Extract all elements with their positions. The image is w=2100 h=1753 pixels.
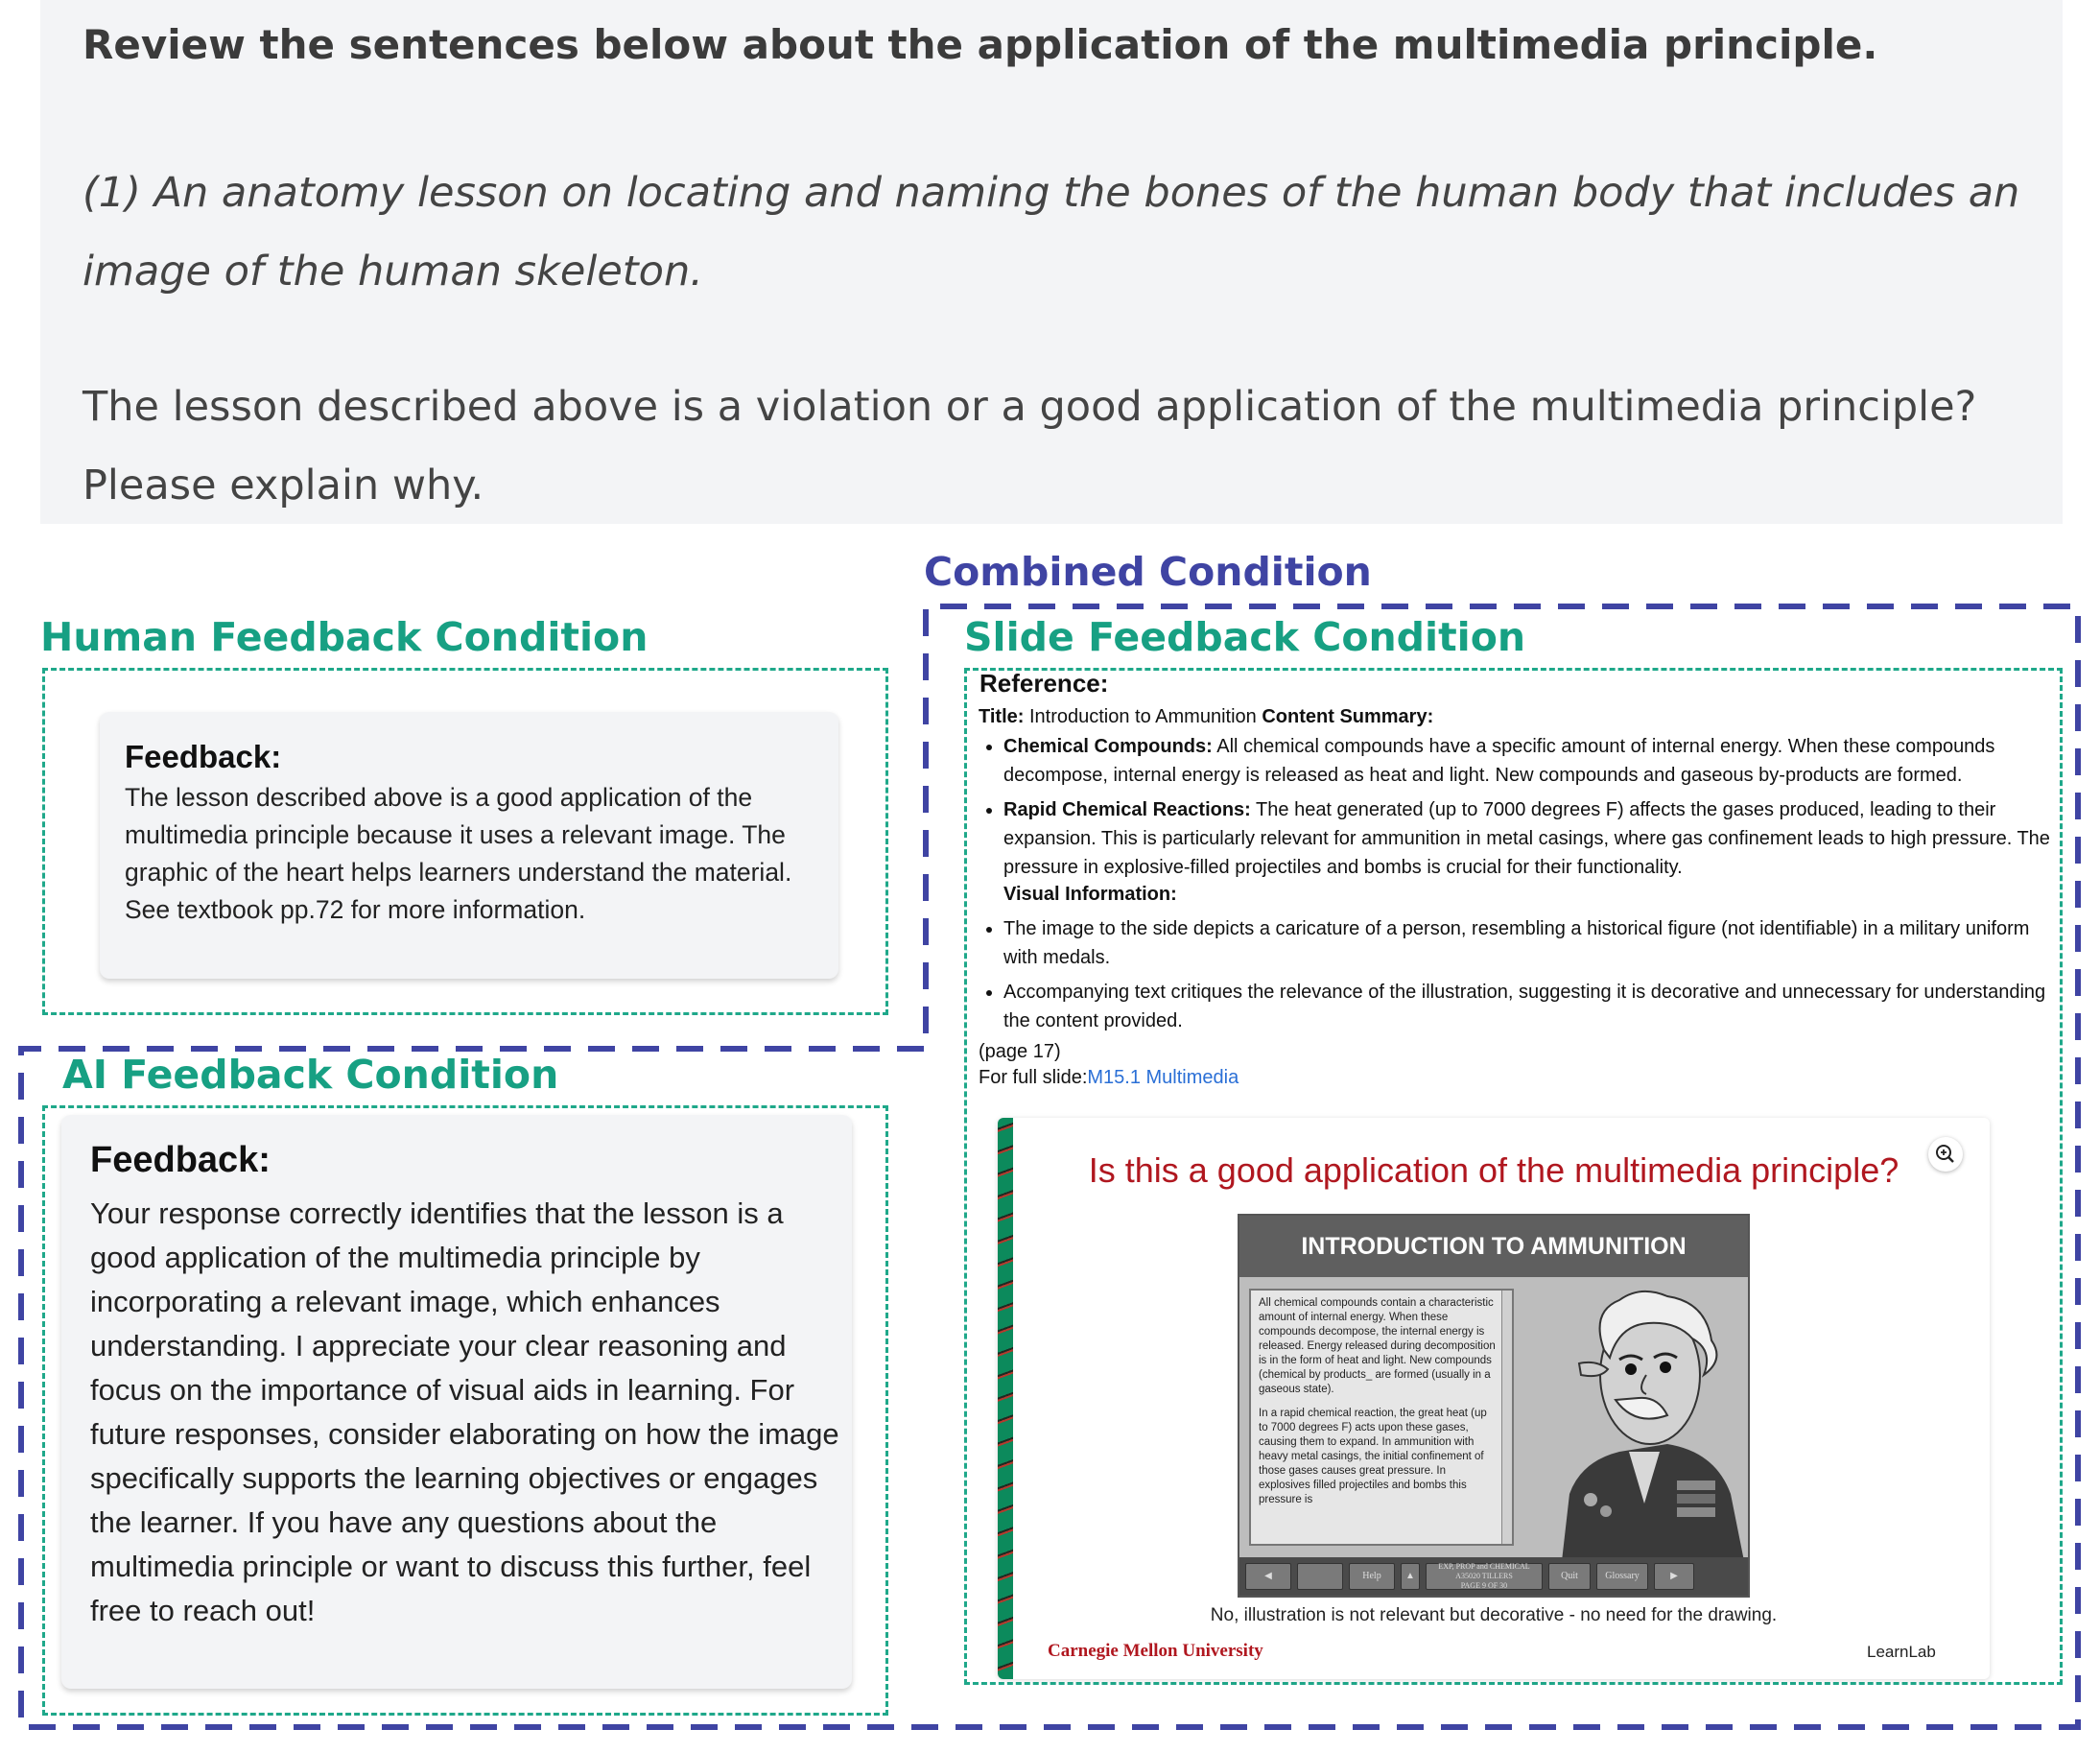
human-feedback-card xyxy=(100,712,838,979)
toolbar-page-label: PAGE 9 OF 30 xyxy=(1460,1581,1508,1590)
ammunition-text-2: In a rapid chemical reaction, the great heat (up to 7000 degrees F) acts upon these gases, causing them to expand. In ammunition with heavy metal casings, the initial confinement of those gases causes great pressure. In explosives filled projectiles and bombs this pressure is xyxy=(1259,1408,1487,1505)
question-prompt: The lesson described above is a violation or a good application of the multimedia principle? Please explain why. xyxy=(83,383,1977,509)
question-case: (1) An anatomy lesson on locating and naming the bones of the human body that includes an image of the human skeleton. xyxy=(83,169,2020,296)
slide-toolbar xyxy=(1239,1557,1750,1596)
full-slide-line xyxy=(979,1067,2058,1089)
human-feedback-heading: Feedback: xyxy=(125,739,282,774)
toolbar-center-label: EXP, PROP and CHEMICAL A35020 TILLERS xyxy=(1438,1562,1530,1580)
content-summary-label: Content Summary: xyxy=(1262,706,1434,727)
zoom-in-icon xyxy=(1928,1137,1963,1172)
combined-condition-title: Combined Condition xyxy=(924,549,1372,595)
speaker-icon: ▲ xyxy=(1401,1563,1420,1590)
ammunition-text-1: All chemical compounds contain a characteristic amount of internal energy. When these compounds decompose, the internal energy is released. Energy released during decomposition is in the form of heat and light. New compounds (chemical by products_ are formed (usually in a gaseous state). xyxy=(1259,1297,1496,1395)
title-value: Introduction to Ammunition xyxy=(1028,706,1257,727)
title-label: Title: xyxy=(979,706,1025,727)
bullet-text: The heat generated (up to 7000 degrees F) affects the gases produced, leading to their expansion. This is particularly relevant for ammunition in metal casings, where gas confinement leads to high pressure. The pressure in explosive-filled projectiles and bombs is crucial for their functionality. xyxy=(1003,799,2050,878)
ai-feedback-body: Your response correctly identifies that the lesson is a good application of the multimedia principle by incorporating a relevant image, which enhances understanding. I appreciate your clear reasoning and focus on the importance of visual aids in learning. For future responses, consider elaborating on how the image specifically supports the learning objectives or engages the learner. If you have any questions about the multimedia principle or want to discuss this further, feel free to reach out! xyxy=(90,1196,839,1627)
list-item: • Accompanying text critiques the relevance of the illustration, suggesting it is decorative and unnecessary for understanding the content provided. xyxy=(1003,978,2058,1035)
human-condition-title: Human Feedback Condition xyxy=(40,614,649,660)
caricature-figure-illustration xyxy=(1523,1283,1750,1561)
toolbar-blank-button xyxy=(1297,1563,1343,1590)
human-feedback-body: The lesson described above is a good application of the multimedia principle because it uses a relevant image. The graphic of the heart helps learners understand the material. See textbook pp.72 for more information. xyxy=(125,783,792,924)
slide-condition-title: Slide Feedback Condition xyxy=(964,614,1526,660)
summary-bullets xyxy=(979,732,2058,882)
ai-feedback-card xyxy=(61,1115,852,1689)
page-reference: (page 17) xyxy=(979,1041,1061,1062)
list-item: • The image to the side depicts a caricature of a person, resembling a historical figure (not identifiable) in a military uniform with medals. xyxy=(1003,914,2058,972)
bullet-text: All chemical compounds have a specific amount of internal energy. When these compounds decompose, internal energy is released as heat and light. New compounds and gaseous by-products are formed. xyxy=(1003,736,1995,786)
toolbar-help-button: Help xyxy=(1349,1563,1395,1590)
textbox-scrollbar xyxy=(1501,1291,1512,1544)
back-arrow-icon: ◀ xyxy=(1245,1563,1291,1590)
slide-feedback-reference xyxy=(979,669,2058,1089)
slide-caption: No, illustration is not relevant but decorative - no need for the drawing. xyxy=(1210,1605,1778,1625)
list-item xyxy=(1003,732,2058,790)
reference-heading: Reference: xyxy=(979,669,1109,698)
ammunition-textbox xyxy=(1249,1289,1514,1546)
slide-preview-card xyxy=(998,1118,1990,1679)
ammunition-title: INTRODUCTION TO AMMUNITION xyxy=(1239,1216,1748,1277)
bullet-label: Chemical Compounds: xyxy=(1003,736,1213,757)
bullet-label: Rapid Chemical Reactions: xyxy=(1003,799,1251,820)
toolbar-quit-button: Quit xyxy=(1548,1563,1591,1590)
ammunition-slide-image xyxy=(1238,1214,1750,1598)
toolbar-page-info xyxy=(1426,1563,1543,1590)
cmu-logo: Carnegie Mellon University xyxy=(1048,1641,1263,1661)
learnlab-logo: LearnLab xyxy=(1867,1643,1936,1661)
slide-question: Is this a good application of the multimedia principle? xyxy=(1088,1150,1899,1190)
visual-info-label: Visual Information: xyxy=(1003,884,1177,905)
full-slide-link[interactable]: M15.1 Multimedia xyxy=(1087,1067,1239,1088)
toolbar-glossary-button: Glossary xyxy=(1596,1563,1648,1590)
zoom-button[interactable] xyxy=(1928,1137,1963,1172)
visual-bullets xyxy=(979,914,2058,1035)
list-item xyxy=(1003,795,2058,882)
ai-feedback-heading: Feedback: xyxy=(90,1140,271,1180)
forward-arrow-icon: ▶ xyxy=(1654,1563,1694,1590)
reference-title-line xyxy=(979,706,2058,728)
full-slide-label: For full slide: xyxy=(979,1067,1088,1088)
slide-decorative-stripe xyxy=(998,1118,1013,1679)
ai-condition-title: AI Feedback Condition xyxy=(62,1052,559,1098)
question-title: Review the sentences below about the application of the multimedia principle. xyxy=(83,21,1878,68)
